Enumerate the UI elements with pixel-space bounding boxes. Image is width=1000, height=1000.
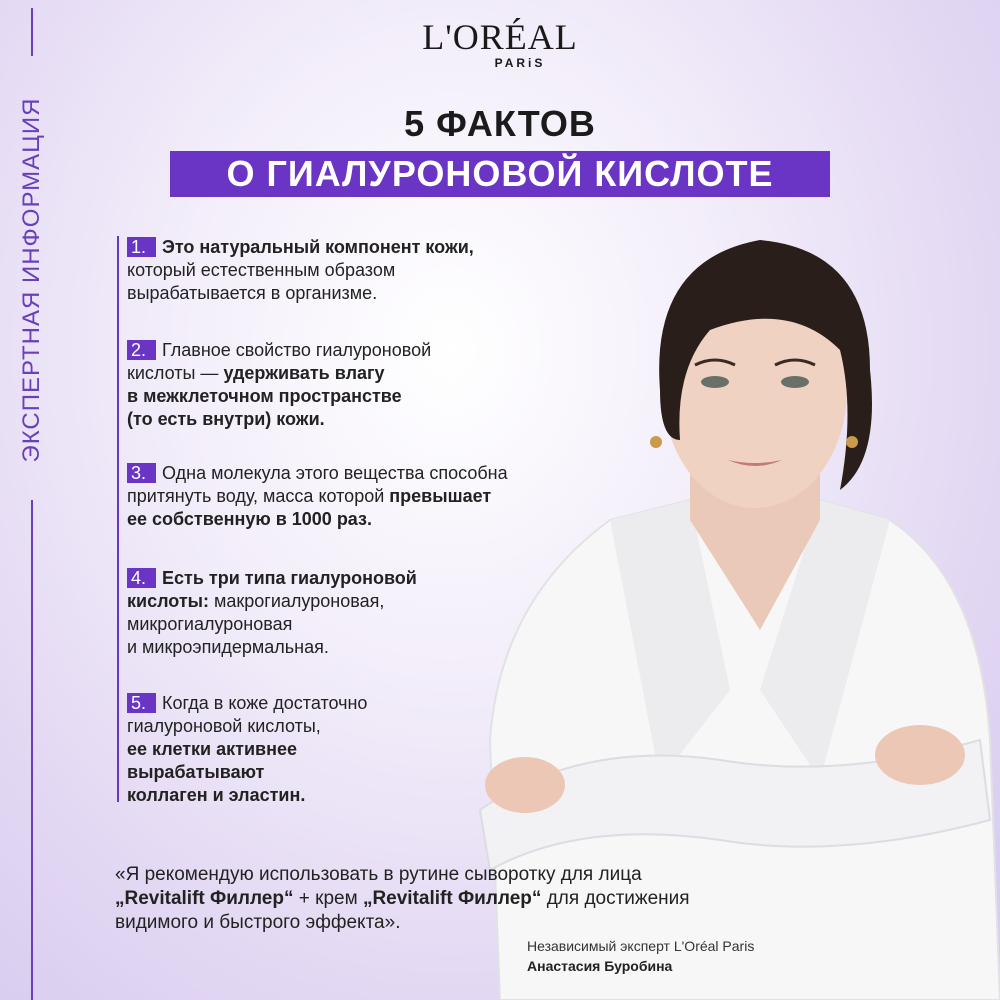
brand-sub: PARiS [494, 56, 546, 70]
fact-number: 1. [127, 237, 156, 257]
fact-text: Одна молекула этого вещества способна [162, 463, 508, 483]
fact-number: 5. [127, 693, 156, 713]
fact-3 [127, 462, 607, 531]
quote [115, 863, 805, 935]
quote-text: + крем [293, 888, 363, 909]
fact-bold: (то есть внутри) кожи. [127, 409, 325, 429]
side-label: ЭКСПЕРТНАЯ ИНФОРМАЦИЯ [18, 97, 45, 463]
fact-bold: превышает [389, 486, 492, 506]
title-line2: О ГИАЛУРОНОВОЙ КИСЛОТЕ [170, 151, 830, 197]
fact-text: Главное свойство гиалуроновой [162, 340, 432, 360]
fact-5 [127, 692, 607, 807]
brand-name: L'ORÉAL [422, 17, 578, 57]
brand-logo [400, 18, 600, 70]
fact-1 [127, 236, 607, 305]
fact-text: который естественным образом [127, 260, 396, 280]
fact-bold: ее собственную в 1000 раз. [127, 509, 372, 529]
fact-text: макрогиалуроновая, [209, 591, 385, 611]
quote-text: для достижения [541, 888, 690, 909]
fact-bold: ее клетки активнее [127, 739, 297, 759]
fact-bold: удерживать влагу [223, 363, 385, 383]
fact-bold: в межклеточном пространстве [127, 386, 402, 406]
fact-number: 2. [127, 340, 156, 360]
fact-text: вырабатывается в организме. [127, 283, 378, 303]
fact-text: Когда в коже достаточно [162, 693, 368, 713]
fact-text: притянуть воду, масса которой [127, 486, 390, 506]
fact-bold: вырабатывают [127, 762, 265, 782]
fact-bold: Есть три типа гиалуроновой [162, 568, 417, 588]
fact-number: 4. [127, 568, 156, 588]
quote-product: „Revitalift Филлер“ [115, 888, 294, 909]
fact-number: 3. [127, 463, 156, 483]
fact-text: микрогиалуроновая [127, 614, 293, 634]
fact-bold: кислоты: [127, 591, 210, 611]
expert-title: Независимый эксперт L'Oréal Paris [527, 938, 755, 954]
side-line-bottom [31, 500, 33, 1000]
quote-product: „Revitalift Филлер“ [362, 888, 542, 909]
quote-line: видимого и быстрого эффекта». [115, 912, 401, 933]
side-line-top [31, 8, 33, 56]
facts-divider [117, 236, 119, 802]
expert-name: Анастасия Буробина [527, 958, 673, 974]
fact-bold: коллаген и эластин. [127, 785, 306, 805]
expert-credit [527, 936, 754, 976]
fact-text: кислоты — [127, 363, 224, 383]
fact-bold: Это натуральный компонент кожи, [162, 237, 474, 257]
fact-4 [127, 567, 607, 659]
title-line1: 5 ФАКТОВ [404, 103, 596, 144]
fact-text: гиалуроновой кислоты, [127, 716, 321, 736]
fact-2 [127, 339, 607, 431]
fact-text: и микроэпидермальная. [127, 637, 329, 657]
quote-line: «Я рекомендую использовать в рутине сыворотку для лица [115, 864, 642, 885]
